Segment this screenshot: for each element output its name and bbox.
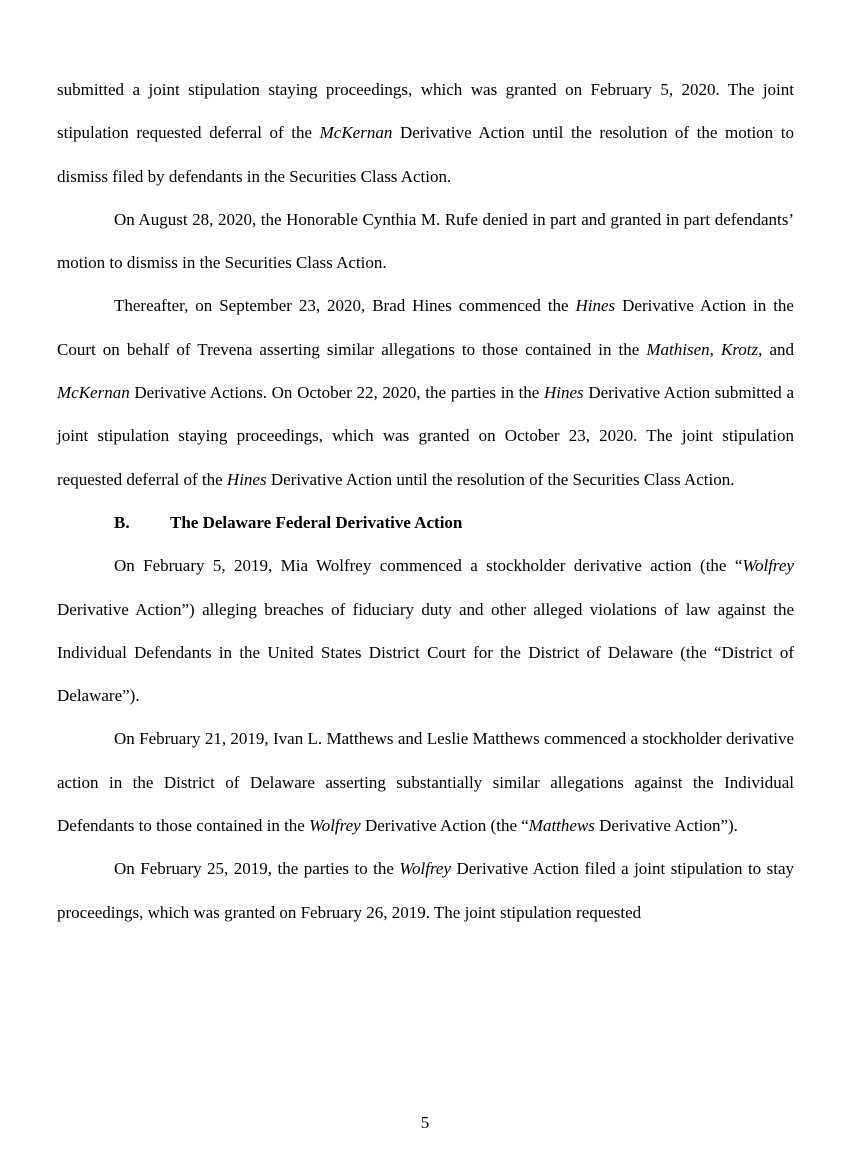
paragraph-wolfrey-action: On February 5, 2019, Mia Wolfrey commenced a stockholder derivative action (the “Wolfrey Derivative Action”) alleging breaches of fiduciary duty and other alleged violations of law against the Individual Defendants in the United States District Court for the District of Delaware (the “District of Delaware”). (57, 556, 794, 706)
paragraph-motion-to-dismiss: On August 28, 2020, the Honorable Cynthia M. Rufe denied in part and granted in part defendants’ motion to dismiss in the Securities Class Action. (57, 209, 794, 273)
section-title: The Delaware Federal Derivative Action (170, 512, 463, 532)
document-body (57, 68, 794, 934)
paragraph-matthews-action: On February 21, 2019, Ivan L. Matthews and Leslie Matthews commenced a stockholder derivative action in the District of Delaware asserting substantially similar allegations against the Individual Defendants to those contained in the Wolfrey Derivative Action (the “Matthews Derivative Action”). (57, 729, 794, 836)
section-heading (57, 501, 794, 544)
page-number: 5 (420, 1113, 430, 1132)
paragraph-hines-action: Thereafter, on September 23, 2020, Brad Hines commenced the Hines Derivative Action in the Court on behalf of Trevena asserting similar allegations to those contained in the Mathisen, Krotz, and McKernan Derivative Actions. On October 22, 2020, the parties in the Hines Derivative Action submitted a joint stipulation staying proceedings, which was granted on October 23, 2020. The joint stipulation requested deferral of the Hines Derivative Action until the resolution of the Securities Class Action. (57, 296, 795, 489)
paragraph-wolfrey-stay: On February 25, 2019, the parties to the Wolfrey Derivative Action filed a joint stipulation to stay proceedings, which was granted on February 26, 2019. The joint stipulation requested (57, 859, 795, 922)
paragraph-mckernan-stay: submitted a joint stipulation staying proceedings, which was granted on February 5, 2020. The joint stipulation requested deferral of the McKernan Derivative Action until the resolution of the motion to dismiss filed by defendants in the Securities Class Action. (57, 80, 794, 186)
section-letter: B. (114, 512, 130, 532)
